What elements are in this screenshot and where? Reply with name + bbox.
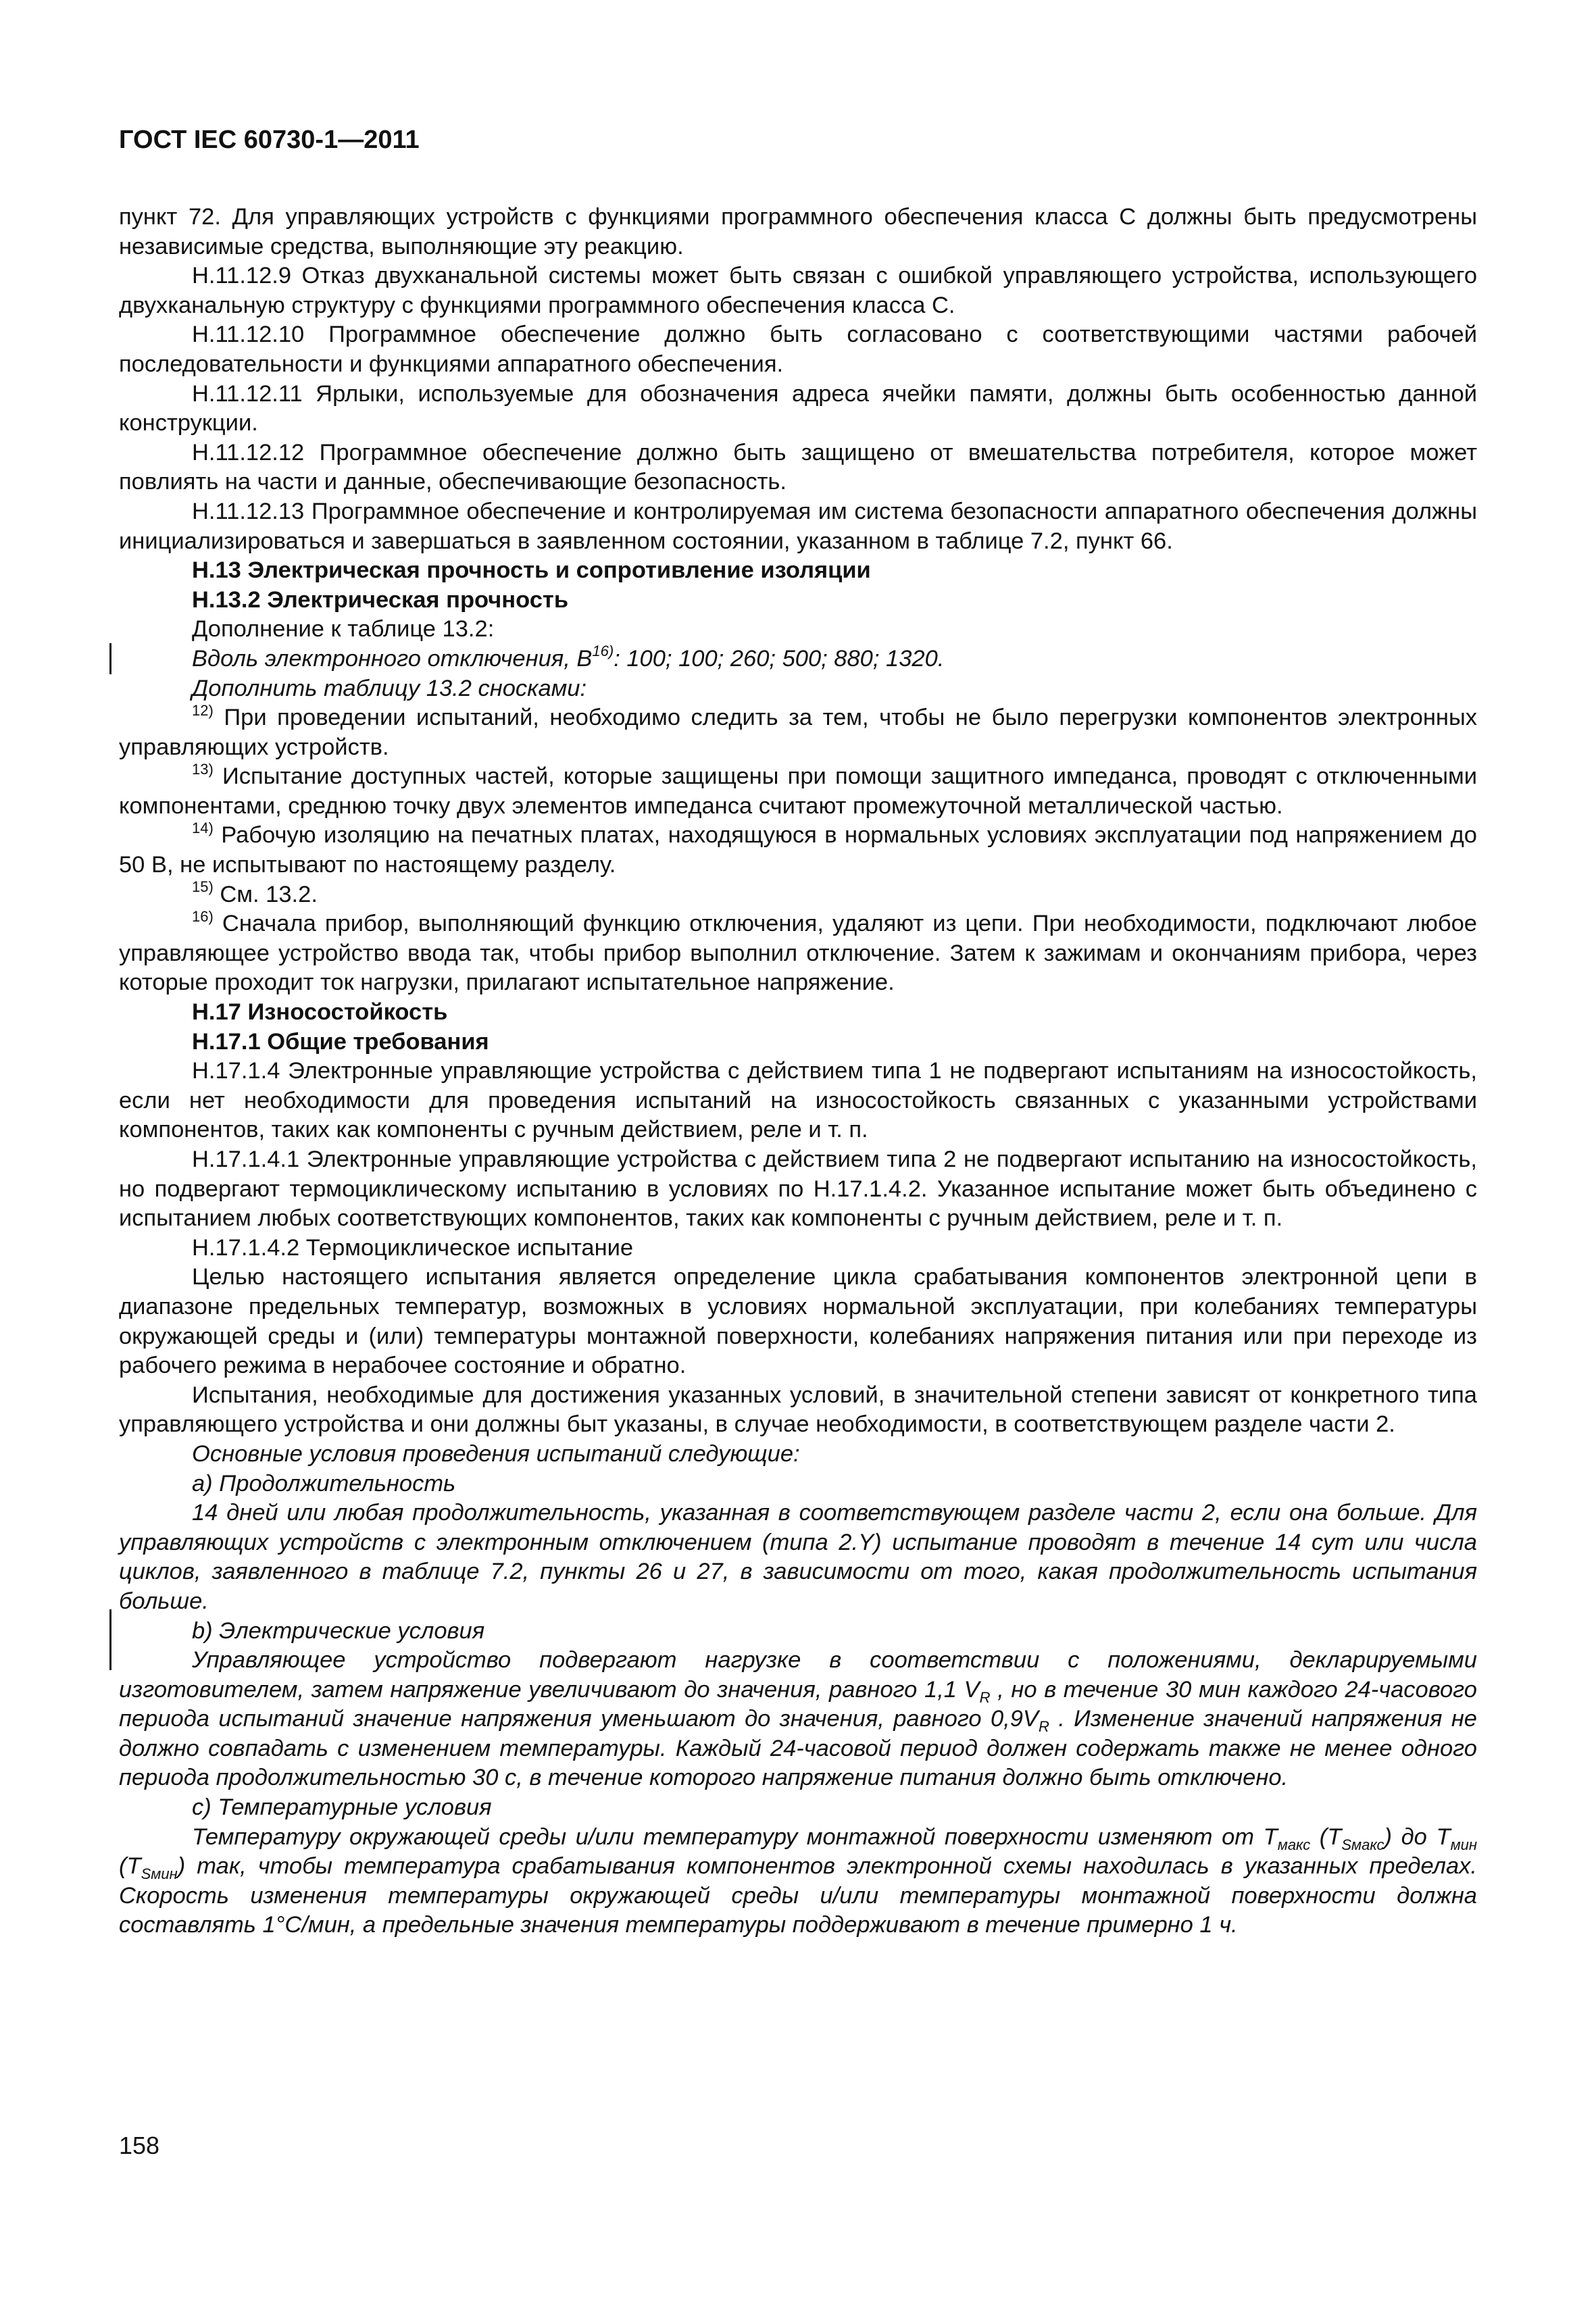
paragraph: Н.11.12.12 Программное обеспечение должно быть защищено от вмешательства потребителя, которое может повлиять на части и данные, обеспечивающие безопасность. bbox=[119, 439, 1477, 495]
section-heading: Н.13.2 Электрическая прочность bbox=[192, 586, 569, 613]
paragraph: Н.11.12.9 Отказ двухканальной системы может быть связан с ошибкой управляющего устройства, использующего двухканальную структуру с функциями программного обеспечения класса С. bbox=[119, 263, 1477, 318]
paragraph: Н.11.12.11 Ярлыки, используемые для обозначения адреса ячейки памяти, должны быть особенностью данной конструкции. bbox=[119, 380, 1477, 436]
italic-paragraph: 14 дней или любая продолжительность, указанная в соответствующем разделе части 2, если она больше. Для управляющих устройств с электронным отключением (типа 2.Y) испытание проводят в течение 14 сут или числа циклов, заявленного в таблице 7.2, пункты 26 и 27, в зависимости от того, какая продолжительность испытания больше. bbox=[119, 1500, 1477, 1614]
subscript: Sмакс bbox=[1341, 1836, 1385, 1853]
footnote bbox=[119, 821, 1477, 880]
paragraph: Н.17.1.4 Электронные управляющие устройства с действием типа 1 не подвергают испытаниям на износостойкость, если нет необходимости для проведения испытаний на износостойкость связанных с указанными устройствами компонентов, таких как компоненты с ручным действием, реле и т. п. bbox=[119, 1058, 1477, 1143]
text-run: , но в течение 30 мин каждого 24-часового периода испытаний значение напряжения уменьшают до значения, равного 0,9V bbox=[119, 1676, 1477, 1732]
italic-paragraph: Основные условия проведения испытаний следующие: bbox=[192, 1440, 800, 1467]
text-run: Температуру окружающей среды и/или температуру монтажной поверхности изменяют от Т bbox=[192, 1823, 1278, 1850]
footnote bbox=[119, 880, 1477, 910]
paragraph: пункт 72. Для управляющих устройств с функциями программного обеспечения класса С должны быть предусмотрены независимые средства, выполняющие эту реакцию. bbox=[119, 204, 1477, 259]
text-run: : 100; 100; 260; 500; 880; 1320. bbox=[614, 645, 945, 672]
change-bar bbox=[109, 1609, 111, 1670]
page-number: 158 bbox=[119, 2132, 160, 2159]
footnote-text: Сначала прибор, выполняющий функцию отключения, удаляют из цепи. При необходимости, подключают любое управляющее устройство ввода так, чтобы прибор выполнил отключение. Затем к зажимам и окончаниям прибора, через которые проходит ток нагрузки, прилагают испытательное напряжение. bbox=[119, 911, 1477, 996]
subscript: R bbox=[1038, 1718, 1049, 1736]
section-heading: Н.17 Износостойкость bbox=[192, 999, 448, 1026]
paragraph: Целью настоящего испытания является определение цикла срабатывания компонентов электронной цепи в диапазоне предельных температур, возможных в условиях нормальной эксплуатации, при колебаниях температуры окружающей среды и (или) температуры монтажной поверхности, колебаниях напряжения питания или при переходе из рабочего режима в нерабочее состояние и обратно. bbox=[119, 1264, 1477, 1379]
subscript: Sмин bbox=[141, 1865, 178, 1883]
paragraph: Н.17.1.4.1 Электронные управляющие устройства с действием типа 2 не подвергают испытанию на износостойкость, но подвергают термоциклическому испытанию в условиях по Н.17.1.4.2. Указанное испытание может быть объединено с испытанием любых соответствующих компонентов, таких как компоненты с ручным действием, реле и т. п. bbox=[119, 1147, 1477, 1232]
footnote-text: При проведении испытаний, необходимо следить за тем, чтобы не было перегрузки компонентов электронных управляющих устройств. bbox=[119, 705, 1477, 760]
text-run: (Т bbox=[1310, 1823, 1342, 1850]
footnote-number: 12) bbox=[192, 701, 214, 719]
text-run: ) до Т bbox=[1384, 1823, 1451, 1850]
paragraph: Дополнение к таблице 13.2: bbox=[192, 616, 495, 643]
section-heading: Н.17.1 Общие требования bbox=[192, 1028, 489, 1055]
text-run: Управляющее устройство подвергают нагрузке в соответствии с положениями, декларируемыми изготовителем, затем напряжение увеличивают до значения, равного 1,1 V bbox=[119, 1647, 1477, 1703]
document-header: ГОСТ IEC 60730-1—2011 bbox=[119, 126, 420, 154]
footnote bbox=[119, 703, 1477, 762]
italic-paragraph: Дополнить таблицу 13.2 сносками: bbox=[192, 675, 587, 701]
footnote-text: Испытание доступных частей, которые защищены при помощи защитного импеданса, проводят с отключенными компонентами, среднюю точку двух элементов импеданса считают промежуточной металлической частью. bbox=[119, 763, 1477, 819]
paragraph: Н.11.12.10 Программное обеспечение должно быть согласовано с соответствующими частями рабочей последовательности и функциями аппаратного обеспечения. bbox=[119, 322, 1477, 377]
table-addition-line bbox=[119, 645, 1477, 674]
italic-paragraph bbox=[119, 1823, 1477, 1940]
subscript: мин bbox=[1450, 1836, 1477, 1853]
paragraph: Н.11.12.13 Программное обеспечение и контролируемая им система безопасности аппаратного обеспечения должны инициализироваться и завершаться в заявленном состоянии, указанном в таблице 7.2, пункт 66. bbox=[119, 498, 1477, 554]
section-heading: Н.13 Электрическая прочность и сопротивление изоляции bbox=[192, 557, 871, 584]
italic-paragraph: a) Продолжительность bbox=[192, 1470, 456, 1496]
footnote bbox=[119, 762, 1477, 821]
italic-paragraph: c) Температурные условия bbox=[192, 1794, 492, 1821]
paragraph: Испытания, необходимые для достижения указанных условий, в значительной степени зависят от конкретного типа управляющего устройства и они должны быт указаны, в случае необходимости, в соответствующем разделе части 2. bbox=[119, 1382, 1477, 1438]
footnote-ref: 16) bbox=[592, 643, 614, 660]
text-run: . Изменение значений напряжения не должно совпадать с изменением температуры. Каждый 24-часовой период должен содержать также не менее одного периода продолжительностью 30 с, в течение которого напряжение питания должно быть отключено. bbox=[119, 1706, 1477, 1791]
italic-paragraph bbox=[119, 1646, 1477, 1793]
footnote-number: 13) bbox=[192, 760, 214, 778]
subscript: макс bbox=[1277, 1836, 1311, 1853]
footnote-text: Рабочую изоляцию на печатных платах, находящуюся в нормальных условиях эксплуатации под напряжением до 50 В, не испытывают по настоящему разделу. bbox=[119, 822, 1477, 878]
footnote-number: 16) bbox=[192, 907, 214, 925]
subscript: R bbox=[979, 1688, 991, 1706]
paragraph: Н.17.1.4.2 Термоциклическое испытание bbox=[192, 1234, 634, 1261]
document-body bbox=[119, 203, 1477, 1940]
footnote-number: 14) bbox=[192, 819, 214, 836]
footnote bbox=[119, 909, 1477, 998]
change-bar bbox=[109, 643, 111, 674]
text-run: Вдоль электронного отключения, В bbox=[192, 645, 593, 672]
text-run: (Т bbox=[119, 1853, 141, 1880]
text-run: ) так, чтобы температура срабатывания компонентов электронной схемы находилась в указанных пределах. Скорость изменения температуры окружающей среды и/или температуры монтажной поверхности должна составлять 1°С/мин, а предельные значения температуры поддерживают в течение примерно 1 ч. bbox=[119, 1853, 1477, 1938]
footnote-number: 15) bbox=[192, 878, 214, 896]
italic-paragraph: b) Электрические условия bbox=[192, 1617, 485, 1644]
footnote-text: См. 13.2. bbox=[213, 881, 318, 907]
